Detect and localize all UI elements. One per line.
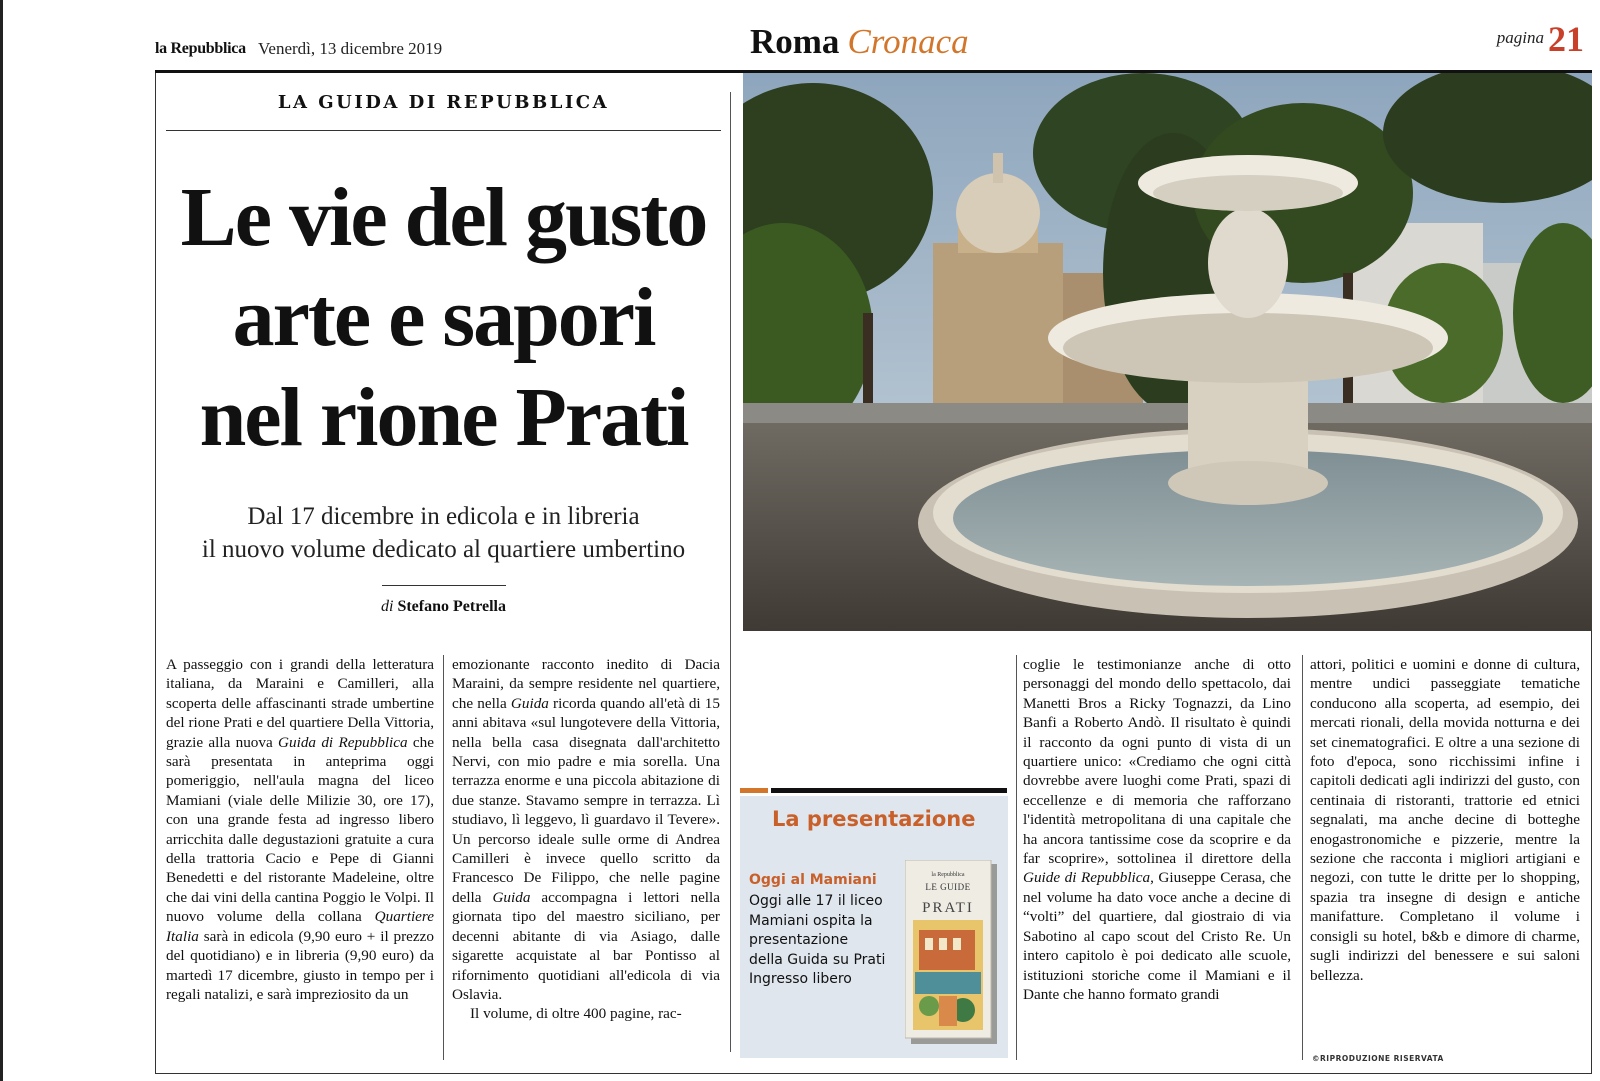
article-column-3 xyxy=(1023,655,1291,1004)
text-run: emozionante racconto inedito di Dacia Maraini, da sempre residente nel quartiere, che nella xyxy=(452,656,720,712)
frame-left-rule xyxy=(155,73,156,1073)
text-run: che sarà presentata in anteprima oggi pomeriggio, nell'aula magna del liceo Mamiani (viale delle Milizie 30, ore 17), con una grande festa ad ingresso libero arricchita dalle degustazioni gratuite a cura della trattoria Cacio e Pepe di Gianni Benedetti e del ristorante Madeleine, oltre che dai vini della cantina Poggio le Volpi. Il nuovo volume della collana xyxy=(166,733,434,926)
copyright-notice: ©RIPRODUZIONE RISERVATA xyxy=(1312,1054,1444,1063)
article-column-1 xyxy=(166,655,434,1004)
page-left-edge xyxy=(0,0,3,1081)
text-run: Il volume, di oltre 400 pagine, rac- xyxy=(470,1005,682,1023)
text-run-italic: Guida xyxy=(510,694,549,712)
masthead-brand: la Repubblica xyxy=(155,40,246,57)
page-label: pagina xyxy=(1496,28,1544,47)
text-run-italic: Guide di Repubblica xyxy=(1023,869,1151,887)
section-name: Cronaca xyxy=(847,22,969,61)
fountain-illustration xyxy=(743,73,1592,631)
frame-bottom-rule xyxy=(155,1073,1592,1074)
text-run-italic: Guida di Repubblica xyxy=(278,733,408,751)
kicker-rule xyxy=(166,130,721,131)
subhead-line: il nuovo volume dedicato al quartiere umbertino xyxy=(201,536,686,563)
headline-column-divider xyxy=(730,92,731,1052)
sidebar-line: Oggi alle 17 il liceo xyxy=(749,893,883,909)
sidebar-subtitle: Oggi al Mamiani xyxy=(749,872,877,888)
sidebar-top-rule xyxy=(771,788,1007,793)
column-paragraph xyxy=(166,655,434,1004)
article-column-4 xyxy=(1310,655,1580,985)
sidebar-line: presentazione xyxy=(749,932,849,948)
sidebar-title: La presentazione xyxy=(772,807,976,831)
book-cover xyxy=(905,860,999,1045)
article-byline xyxy=(166,598,721,616)
text-run: ricorda quando all'età di 15 anni abitava «sul lungotevere della Vittoria, nella bella casa disegnata dall'architetto Nervi, con mio padre e mia sorella. Una terrazza enorme e una piccola abitazione di due stanze. Stavamo sempre in terrazza. Lì studiavo, lì leggevo, lì guardavo il Tevere». Un percorso ideale sulle orme di Andrea Camilleri è invece quello scritto da Francesco De Filippo, che nelle pagine della xyxy=(452,694,720,906)
subhead-line: Dal 17 dicembre in edicola e in libreria xyxy=(247,503,640,530)
text-run: attori, politici e uomini e donne di cultura, mentre undici passeggiate tematiche conducono alla scoperta, ad esempio, dei mercati rionali, della movida notturna e dei set cinematografici. E oltre a una sezione di foto d'epoca, sono ricchissimi infine i capitoli dedicati agli indirizzi del gusto, con centinaia di ristoranti, trattorie ed etnici segnalati, ma anche decine di botteghe enogastronomiche e pizzerie, mentre la sezione che racconta i migliori artigiani e negozi, con tutte le dritte per lo shopping, spazia tra insegne di design e antiche manifatture. Completano il volume i consigli su hotel, b&b e dimore di charme, sugli indirizzi del benessere e sui saloni bellezza. xyxy=(1310,656,1580,984)
text-run-italic: Guida xyxy=(492,888,531,906)
column-divider xyxy=(1016,655,1017,1060)
book-brand: la Repubblica xyxy=(931,872,965,878)
byline-author: Stefano Petrella xyxy=(397,598,506,615)
headline-line: nel rione Prati xyxy=(199,371,688,464)
page-indicator xyxy=(1497,18,1584,60)
sidebar-accent-bar xyxy=(740,788,768,793)
article-subhead xyxy=(166,500,721,566)
byline-prefix: di xyxy=(380,598,394,615)
section-city: Roma xyxy=(750,22,840,61)
article-photo-fountain xyxy=(743,73,1592,631)
text-run: accompagna i lettori nella giornata tipo del maestro siciliano, per decenni abitante di via Asiago, dalle sigarette acquistate al bar Pontisso al rifornimento quotidiani all'edicola di via Oslavia. xyxy=(452,888,720,1003)
column-paragraph xyxy=(1023,655,1291,1004)
column-divider xyxy=(443,655,444,1060)
article-kicker: LA GUIDA DI REPUBBLICA xyxy=(277,92,610,113)
column-divider xyxy=(1302,655,1303,1060)
headline-line: arte e sapori xyxy=(232,271,655,364)
column-paragraph xyxy=(1310,655,1580,985)
text-run-italic: Quartiere Italia xyxy=(166,908,434,945)
page-number: 21 xyxy=(1548,19,1584,59)
article-headline xyxy=(166,168,721,468)
sidebar-line: Ingresso libero xyxy=(749,971,852,987)
sidebar-line: Mamiani ospita la xyxy=(749,912,873,929)
text-run: , Giuseppe Cerasa, che nel volume ha dato voce anche a decine di “volti” del quartiere, dal giostraio di via Sabotino al capo scout del Cristo Re. Un intero capitolo è poi dedicato alle scuole, istituzioni storiche come il Mamiani e il Dante che hanno formato grandi xyxy=(1023,869,1291,1003)
column-paragraph xyxy=(452,655,720,1004)
book-title: PRATI xyxy=(922,900,974,916)
column-paragraph xyxy=(452,1004,720,1023)
sidebar-text xyxy=(749,892,899,990)
headline-line: Le vie del gusto xyxy=(180,171,707,264)
text-run: sarà in edicola (9,90 euro + il prezzo del quotidiano) e in libreria (9,90 euro) da martedì 17 dicembre, giusto in tempo per i regali natalizi, e sarà impreziosito da un xyxy=(166,927,434,1003)
section-heading xyxy=(750,22,969,62)
sidebar-line: della Guida su Prati xyxy=(749,951,886,968)
issue-date: Venerdì, 13 dicembre 2019 xyxy=(258,39,443,58)
book-series: LE GUIDE xyxy=(925,882,971,892)
text-run: coglie le testimonianze anche di otto personaggi del mondo dello spettacolo, dai Manetti Bros a Ricky Tognazzi, da Lino Banfi a Roberto Andò. Il risultato è quindi il racconto da ogni punto di vista di un quartiere unico: «Crediamo che ogni città dovrebbe avere luoghi come Prati, spazi di eccellenze e di memoria che rafforzano l'identità metropolitana di una capitale che ha ancora tantissime cose da scoprire e da far scoprire», sottolinea il direttore della xyxy=(1023,656,1291,868)
byline-rule xyxy=(382,585,506,586)
text-run: A passeggio con i grandi della letteratura italiana, da Maraini e Camilleri, alla scoperta delle affascinanti strade umbertine del rione Prati e del quartiere Della Vittoria, grazie alla nuova xyxy=(166,656,434,751)
article-column-2 xyxy=(452,655,720,1024)
